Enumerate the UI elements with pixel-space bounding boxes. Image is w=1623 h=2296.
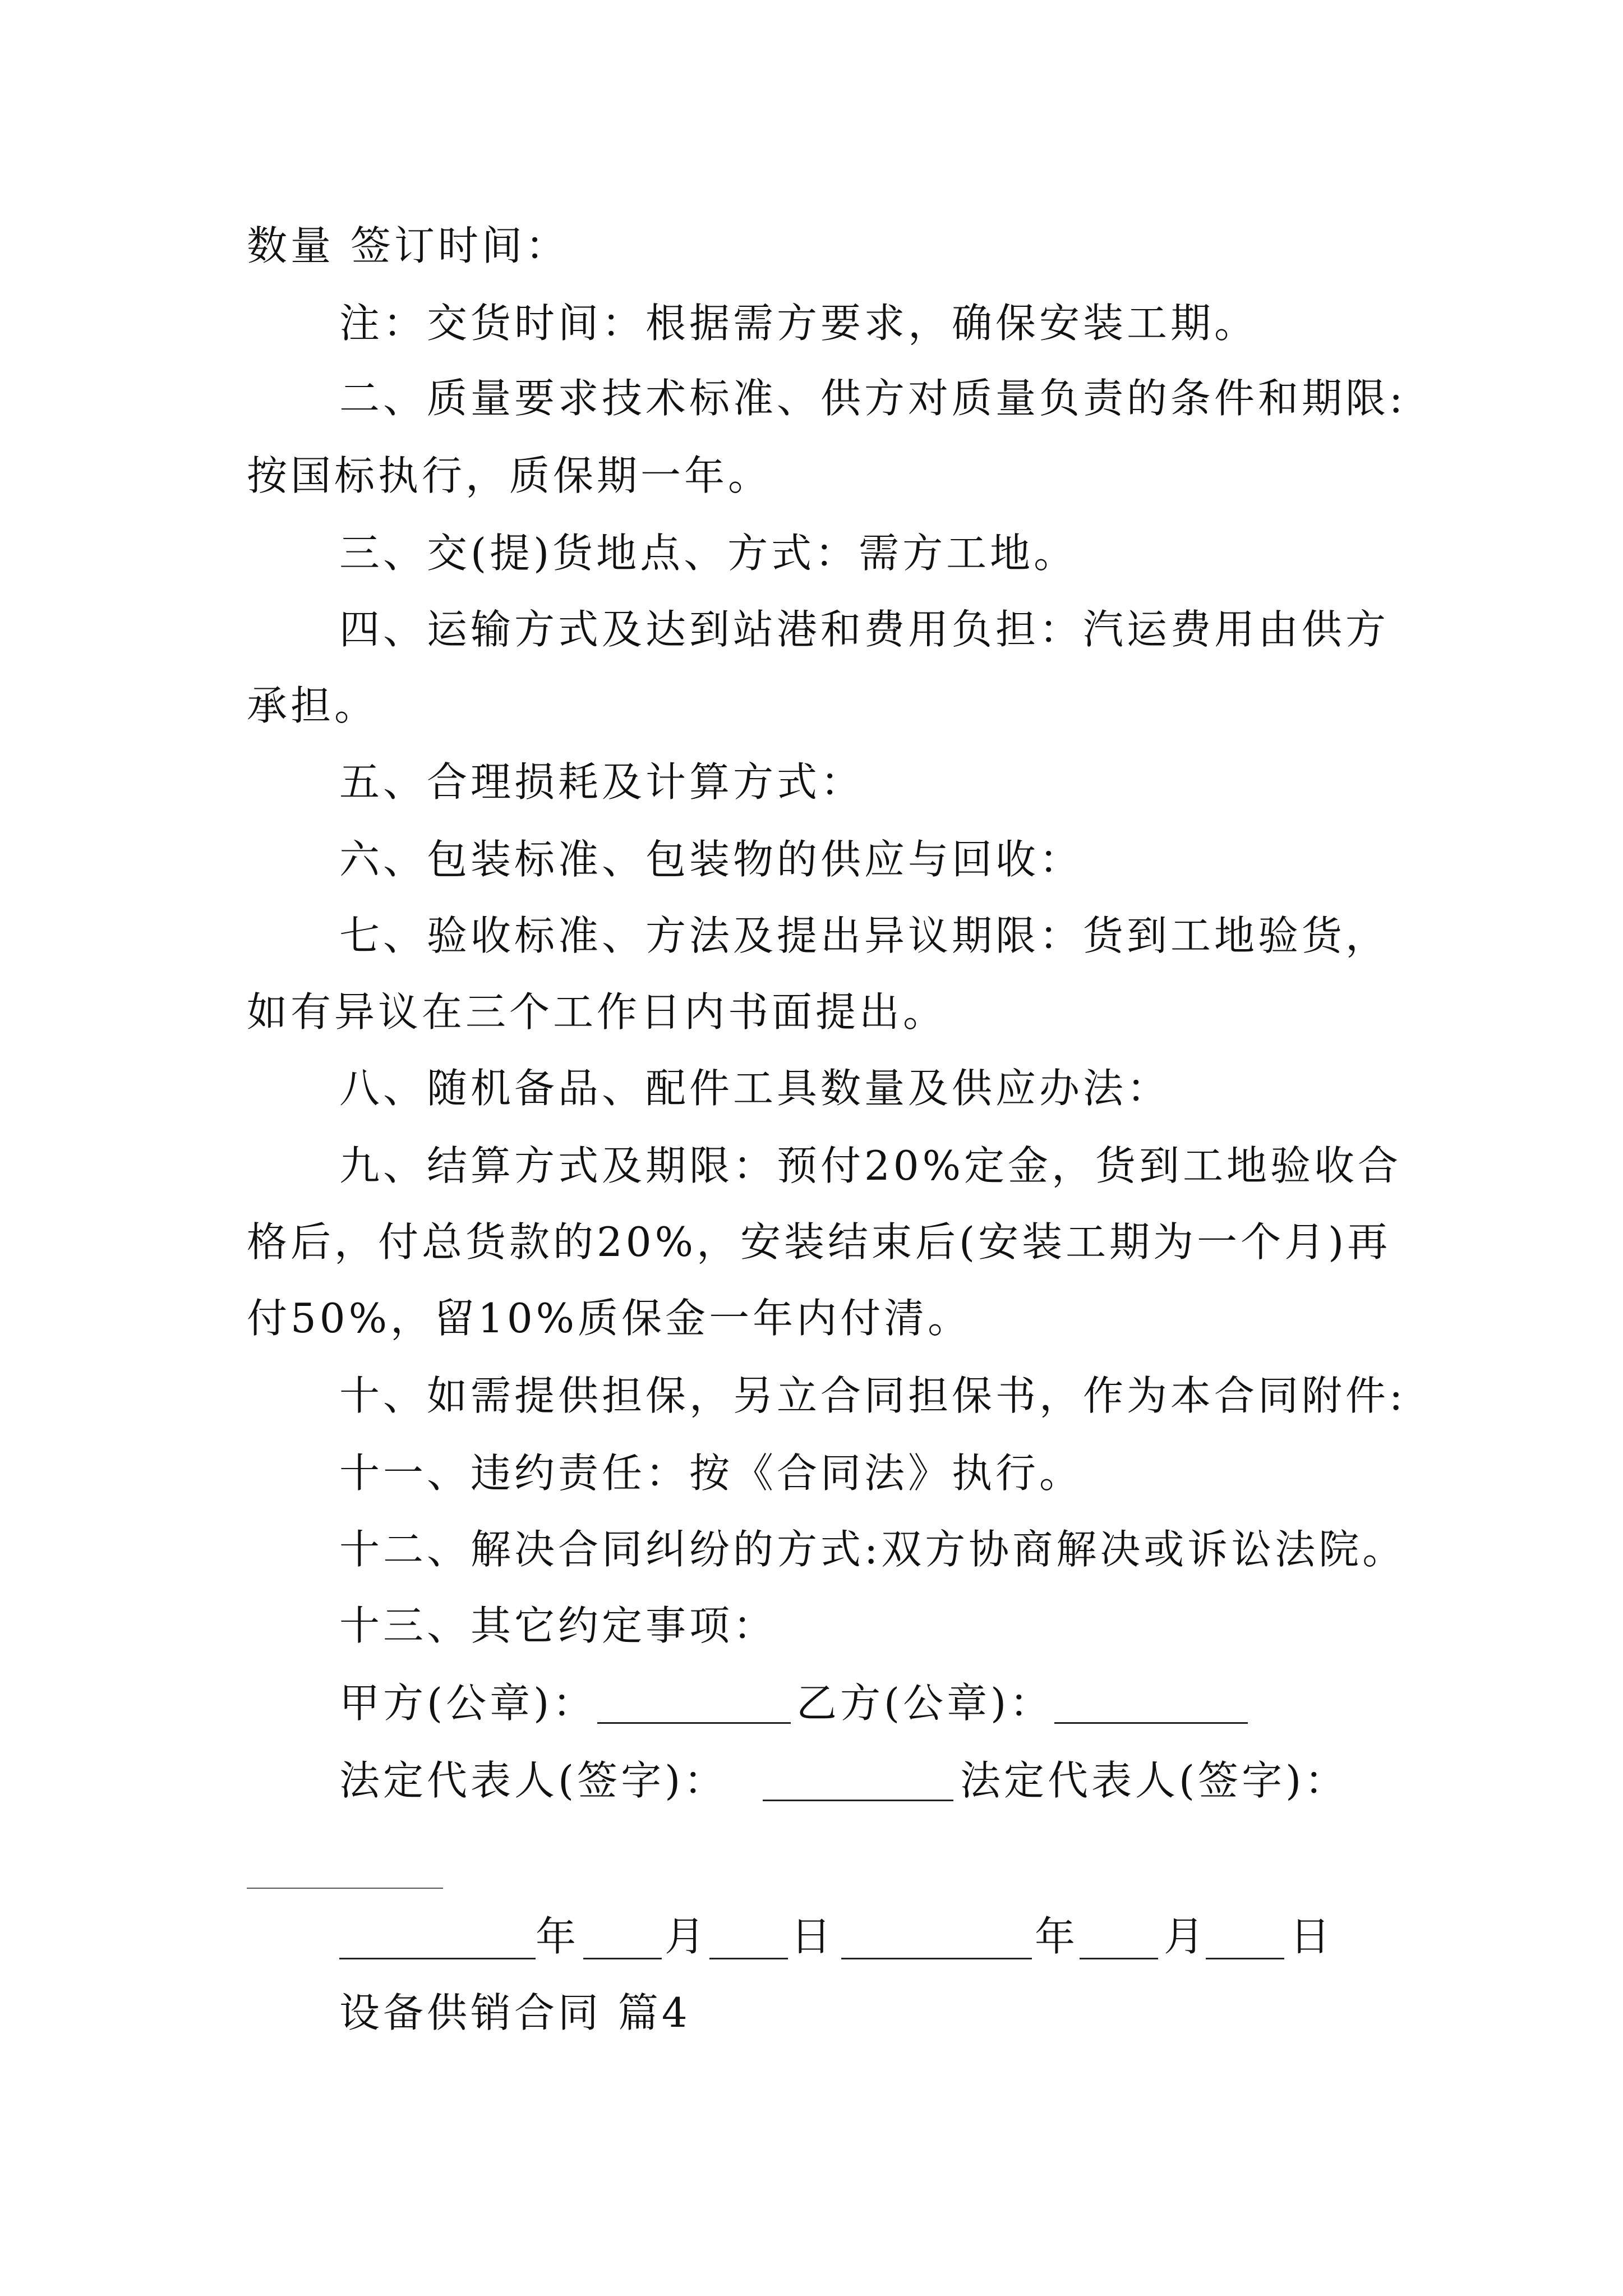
signature-continuation-line (247, 1888, 443, 1889)
clause-9-continuation-1: 格后，付总货款的20%，安装结束后(安装工期为一个月)再 (247, 1218, 1391, 1266)
party-a-seal-blank (597, 1722, 791, 1724)
clause-5-loss: 五、合理损耗及计算方式： (339, 758, 865, 806)
clause-7-acceptance: 七、验收标准、方法及提出异议期限：货到工地验货， (339, 912, 1390, 959)
date-a-day-label: 日 (791, 1913, 835, 1960)
date-b-month-blank (1080, 1958, 1158, 1959)
party-a-rep-label: 法定代表人(签字)： (339, 1757, 728, 1804)
clause-13-other: 十三、其它约定事项： (339, 1602, 777, 1649)
party-b-seal-blank (1054, 1722, 1248, 1724)
party-a-seal-label: 甲方(公章)： (339, 1680, 597, 1727)
next-contract-heading: 设备供销合同 篇4 (339, 1989, 691, 2036)
delivery-note: 注：交货时间：根据需方要求，确保安装工期。 (339, 300, 1258, 347)
clause-12-disputes: 十二、解决合同纠纷的方式:双方协商解决或诉讼法院。 (339, 1526, 1407, 1573)
date-b-year-blank (841, 1958, 1032, 1959)
date-a-month-label: 月 (665, 1913, 709, 1960)
clause-4-continuation: 承担。 (247, 682, 379, 729)
clause-4-transport: 四、运输方式及达到站港和费用负担：汽运费用由供方 (339, 606, 1390, 653)
date-b-year-label: 年 (1035, 1913, 1079, 1960)
clause-2-quality: 二、质量要求技术标准、供方对质量负责的条件和期限: (339, 375, 1407, 422)
clause-11-liability: 十一、违约责任：按《合同法》执行。 (339, 1450, 1083, 1497)
paragraph-line: 数量 签订时间： (247, 222, 569, 269)
date-a-month-blank (583, 1958, 662, 1959)
clause-10-guarantee: 十、如需提供担保，另立合同担保书，作为本合同附件: (339, 1372, 1407, 1419)
clause-7-continuation: 如有异议在三个工作日内书面提出。 (247, 988, 947, 1036)
date-b-day-blank (1206, 1958, 1284, 1959)
clause-3-delivery-place: 三、交(提)货地点、方式：需方工地。 (339, 530, 1078, 577)
clause-6-packaging: 六、包装标准、包装物的供应与回收： (339, 836, 1083, 883)
party-b-seal-label: 乙方(公章)： (796, 1680, 1054, 1727)
date-b-month-label: 月 (1164, 1913, 1208, 1960)
clause-8-spares: 八、随机备品、配件工具数量及供应办法： (339, 1065, 1171, 1112)
clause-9-settlement: 九、结算方式及期限：预付20%定金，货到工地验收合 (339, 1142, 1402, 1189)
clause-9-continuation-2: 付50%，留10%质保金一年内付清。 (247, 1295, 972, 1342)
party-b-rep-label: 法定代表人(签字)： (960, 1757, 1349, 1804)
date-b-day-label: 日 (1290, 1913, 1334, 1960)
date-a-year-label: 年 (536, 1913, 580, 1960)
date-a-day-blank (709, 1958, 788, 1959)
party-a-rep-blank (763, 1800, 953, 1801)
clause-2-continuation: 按国标执行，质保期一年。 (247, 452, 772, 499)
date-a-year-blank (339, 1958, 536, 1959)
